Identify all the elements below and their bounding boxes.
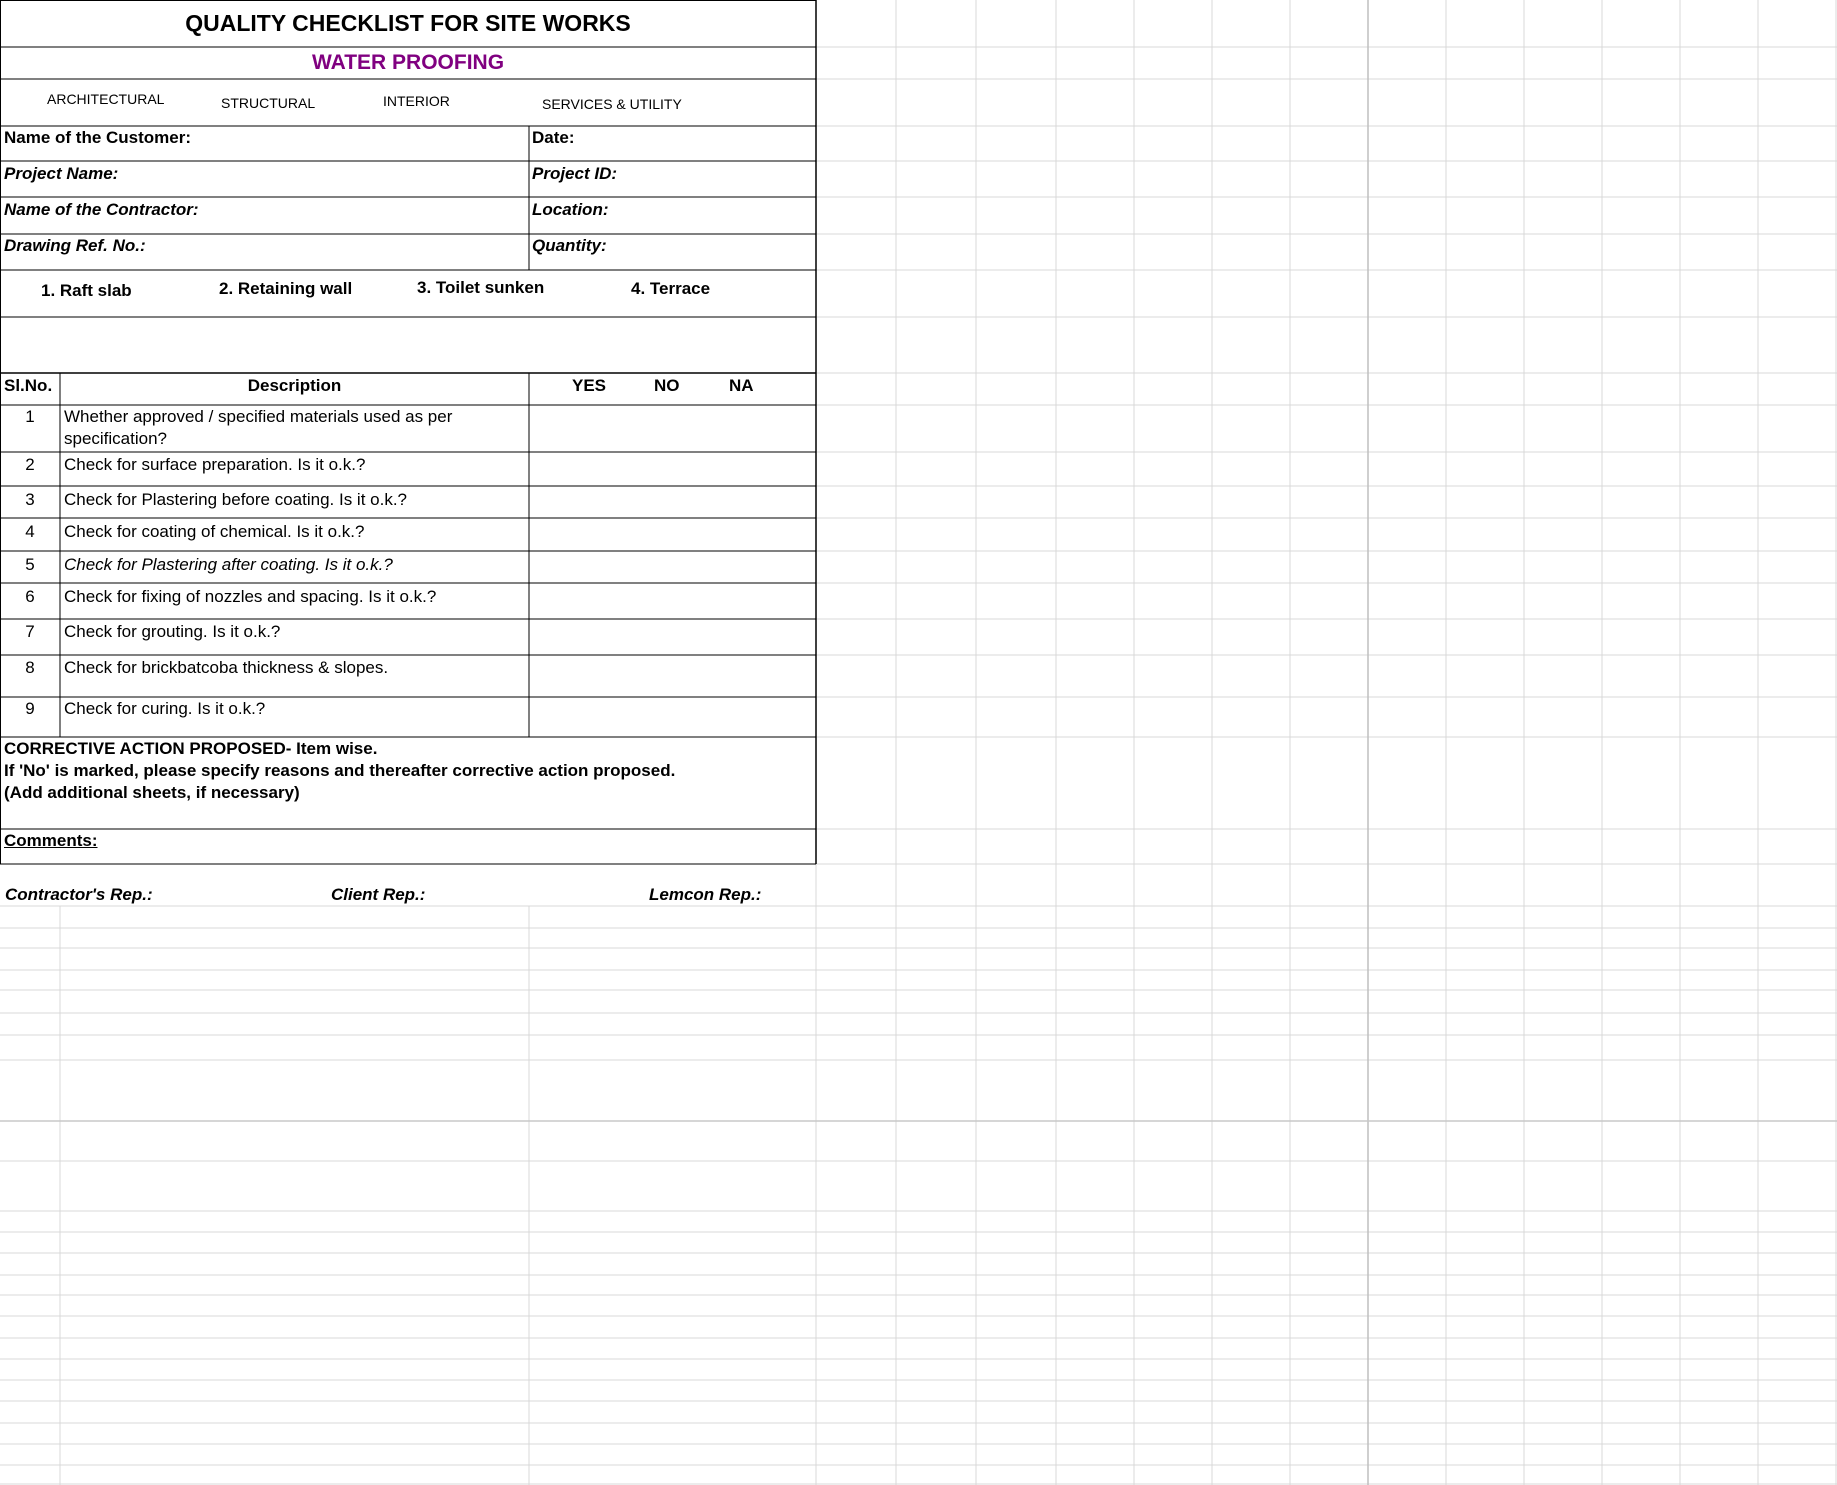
- project-id-label: Project ID:: [532, 164, 618, 183]
- row-8-description: Check for brickbatcoba thickness & slopes.: [64, 658, 389, 677]
- category-interior[interactable]: INTERIOR: [383, 93, 450, 109]
- project-name-label: Project Name:: [4, 164, 119, 183]
- slno-header: Sl.No.: [4, 376, 53, 395]
- corrective-action-heading: CORRECTIVE ACTION PROPOSED- Item wise.: [4, 739, 378, 758]
- area-retaining-wall[interactable]: 2. Retaining wall: [219, 279, 353, 298]
- area-toilet-sunken[interactable]: 3. Toilet sunken: [417, 278, 545, 297]
- row-9-description: Check for curing. Is it o.k.?: [64, 699, 266, 718]
- comments-label: Comments:: [4, 831, 98, 850]
- row-1-description: Whether approved / specified materials used as per: [64, 407, 453, 426]
- contractor-label: Name of the Contractor:: [4, 200, 199, 219]
- corrective-action-instruction: If 'No' is marked, please specify reasons and thereafter corrective action proposed.: [4, 761, 676, 780]
- row-3-description: Check for Plastering before coating. Is it o.k.?: [64, 490, 408, 509]
- area-terrace[interactable]: 4. Terrace: [631, 279, 711, 298]
- row-8-number: 8: [25, 658, 35, 677]
- no-header: NO: [654, 376, 680, 395]
- date-label: Date:: [532, 128, 575, 147]
- quantity-label: Quantity:: [532, 236, 607, 255]
- row-2-number: 2: [25, 455, 35, 474]
- row-7-number: 7: [25, 622, 35, 641]
- description-header: Description: [247, 376, 342, 395]
- row-1-number: 1: [25, 407, 35, 426]
- form-subtitle: WATER PROOFING: [311, 51, 505, 74]
- lemcon-rep-label: Lemcon Rep.:: [649, 885, 762, 904]
- customer-label: Name of the Customer:: [4, 128, 192, 147]
- row-3-number: 3: [25, 490, 35, 509]
- row-2-description: Check for surface preparation. Is it o.k.?: [64, 455, 366, 474]
- corrective-action-note: (Add additional sheets, if necessary): [4, 783, 300, 802]
- row-6-number: 6: [25, 587, 35, 606]
- location-label: Location:: [532, 200, 609, 219]
- row-4-description: Check for coating of chemical. Is it o.k.?: [64, 522, 365, 541]
- category-architectural[interactable]: ARCHITECTURAL: [47, 91, 165, 107]
- row-5-number: 5: [25, 555, 35, 574]
- row-5-description: Check for Plastering after coating. Is it o.k.?: [64, 555, 393, 574]
- row-1-description-cont: specification?: [64, 429, 168, 448]
- area-raft-slab[interactable]: 1. Raft slab: [41, 281, 132, 300]
- category-services-utility[interactable]: SERVICES & UTILITY: [542, 96, 682, 112]
- na-header: NA: [729, 376, 754, 395]
- client-rep-label: Client Rep.:: [331, 885, 426, 904]
- row-6-description: Check for fixing of nozzles and spacing. Is it o.k.?: [64, 587, 437, 606]
- row-9-number: 9: [25, 699, 35, 718]
- contractor-rep-label: Contractor's Rep.:: [5, 885, 153, 904]
- drawing-ref-label: Drawing Ref. No.:: [4, 236, 146, 255]
- yes-header: YES: [572, 376, 607, 395]
- row-7-description: Check for grouting. Is it o.k.?: [64, 622, 281, 641]
- category-structural[interactable]: STRUCTURAL: [221, 95, 316, 111]
- form-title: QUALITY CHECKLIST FOR SITE WORKS: [185, 10, 631, 36]
- row-4-number: 4: [25, 522, 35, 541]
